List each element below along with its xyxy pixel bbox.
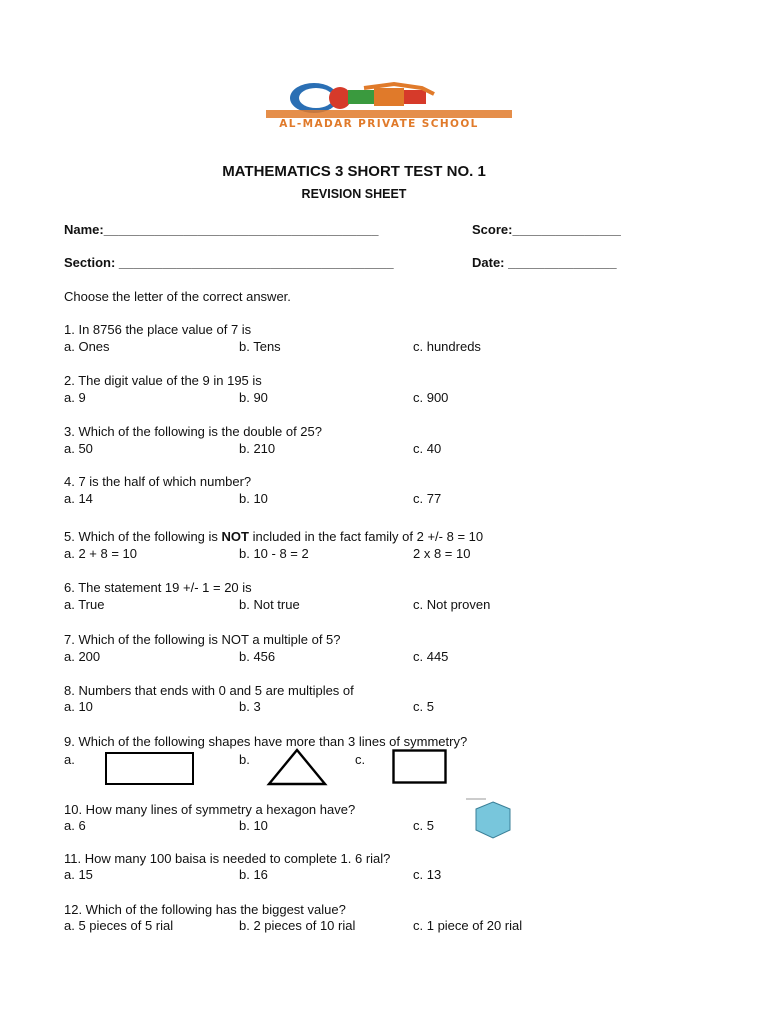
score-field[interactable]: Score:_______________ — [472, 222, 621, 237]
q2-option-b[interactable]: b. 90 — [239, 390, 268, 405]
q1-option-b[interactable]: b. Tens — [239, 339, 281, 354]
question-10: 10. How many lines of symmetry a hexagon have? — [64, 802, 356, 817]
q2-option-a[interactable]: a. 9 — [64, 390, 86, 405]
q5-option-a[interactable]: a. 2 + 8 = 10 — [64, 546, 138, 561]
page-title: MATHEMATICS 3 SHORT TEST NO. 1 — [222, 163, 486, 180]
q6-option-a[interactable]: a. True — [64, 597, 105, 612]
question-5-text-end: included in the fact family of 2 +/- 8 = 10 — [248, 529, 484, 544]
hexagon-icon — [462, 796, 522, 846]
q4-option-a[interactable]: a. 14 — [64, 491, 93, 506]
question-11: 11. How many 100 baisa is needed to complete 1. 6 rial? — [64, 851, 391, 866]
q1-option-c[interactable]: c. hundreds — [413, 339, 481, 354]
name-field[interactable]: Name:______________________________________ — [64, 222, 379, 237]
q4-option-c[interactable]: c. 77 — [413, 491, 442, 506]
question-3: 3. Which of the following is the double of 25? — [64, 424, 322, 439]
q2-option-c[interactable]: c. 900 — [413, 390, 449, 405]
question-7: 7. Which of the following is NOT a multiple of 5? — [64, 632, 341, 647]
instruction: Choose the letter of the correct answer. — [64, 289, 291, 304]
q9-option-c[interactable]: c. — [355, 752, 366, 767]
q3-option-b[interactable]: b. 210 — [239, 441, 276, 456]
q12-option-a[interactable]: a. 5 pieces of 5 rial — [64, 918, 174, 933]
q9-option-b[interactable]: b. — [239, 752, 250, 767]
question-8: 8. Numbers that ends with 0 and 5 are multiples of — [64, 683, 354, 698]
question-5-emphasis: NOT — [221, 529, 249, 544]
question-5 — [64, 529, 483, 544]
q11-option-c[interactable]: c. 13 — [413, 867, 442, 882]
school-name: AL-MADAR PRIVATE SCHOOL — [279, 118, 479, 130]
q7-option-b[interactable]: b. 456 — [239, 649, 276, 664]
q10-option-b[interactable]: b. 10 — [239, 818, 268, 833]
q3-option-c[interactable]: c. 40 — [413, 441, 442, 456]
q8-option-c[interactable]: c. 5 — [413, 699, 434, 714]
q4-option-b[interactable]: b. 10 — [239, 491, 268, 506]
question-12: 12. Which of the following has the biggest value? — [64, 902, 346, 917]
q7-option-c[interactable]: c. 445 — [413, 649, 449, 664]
q5-option-c[interactable]: 2 x 8 = 10 — [413, 546, 471, 561]
question-1: 1. In 8756 the place value of 7 is — [64, 322, 252, 337]
q9-option-a[interactable]: a. — [64, 752, 75, 767]
section-field[interactable]: Section: ______________________________________ — [64, 255, 394, 270]
q8-option-a[interactable]: a. 10 — [64, 699, 93, 714]
question-9: 9. Which of the following shapes have more than 3 lines of symmetry? — [64, 734, 468, 749]
question-5-text: 5. Which of the following is — [64, 529, 222, 544]
q11-option-a[interactable]: a. 15 — [64, 867, 93, 882]
rectangle-shape[interactable] — [105, 752, 195, 786]
question-2: 2. The digit value of the 9 in 195 is — [64, 373, 262, 388]
q8-option-b[interactable]: b. 3 — [239, 699, 261, 714]
q10-option-c[interactable]: c. 5 — [413, 818, 434, 833]
q5-option-b[interactable]: b. 10 - 8 = 2 — [239, 546, 309, 561]
date-field[interactable]: Date: _______________ — [472, 255, 617, 270]
page-subtitle: REVISION SHEET — [301, 187, 407, 201]
q12-option-c[interactable]: c. 1 piece of 20 rial — [413, 918, 523, 933]
q7-option-a[interactable]: a. 200 — [64, 649, 101, 664]
q11-option-b[interactable]: b. 16 — [239, 867, 268, 882]
q3-option-a[interactable]: a. 50 — [64, 441, 93, 456]
question-4: 4. 7 is the half of which number? — [64, 474, 252, 489]
q6-option-c[interactable]: c. Not proven — [413, 597, 491, 612]
q12-option-b[interactable]: b. 2 pieces of 10 rial — [239, 918, 356, 933]
q6-option-b[interactable]: b. Not true — [239, 597, 300, 612]
square-shape[interactable] — [392, 749, 448, 785]
triangle-shape[interactable] — [266, 748, 328, 786]
q1-option-a[interactable]: a. Ones — [64, 339, 110, 354]
q10-option-a[interactable]: a. 6 — [64, 818, 86, 833]
question-6: 6. The statement 19 +/- 1 = 20 is — [64, 580, 252, 595]
